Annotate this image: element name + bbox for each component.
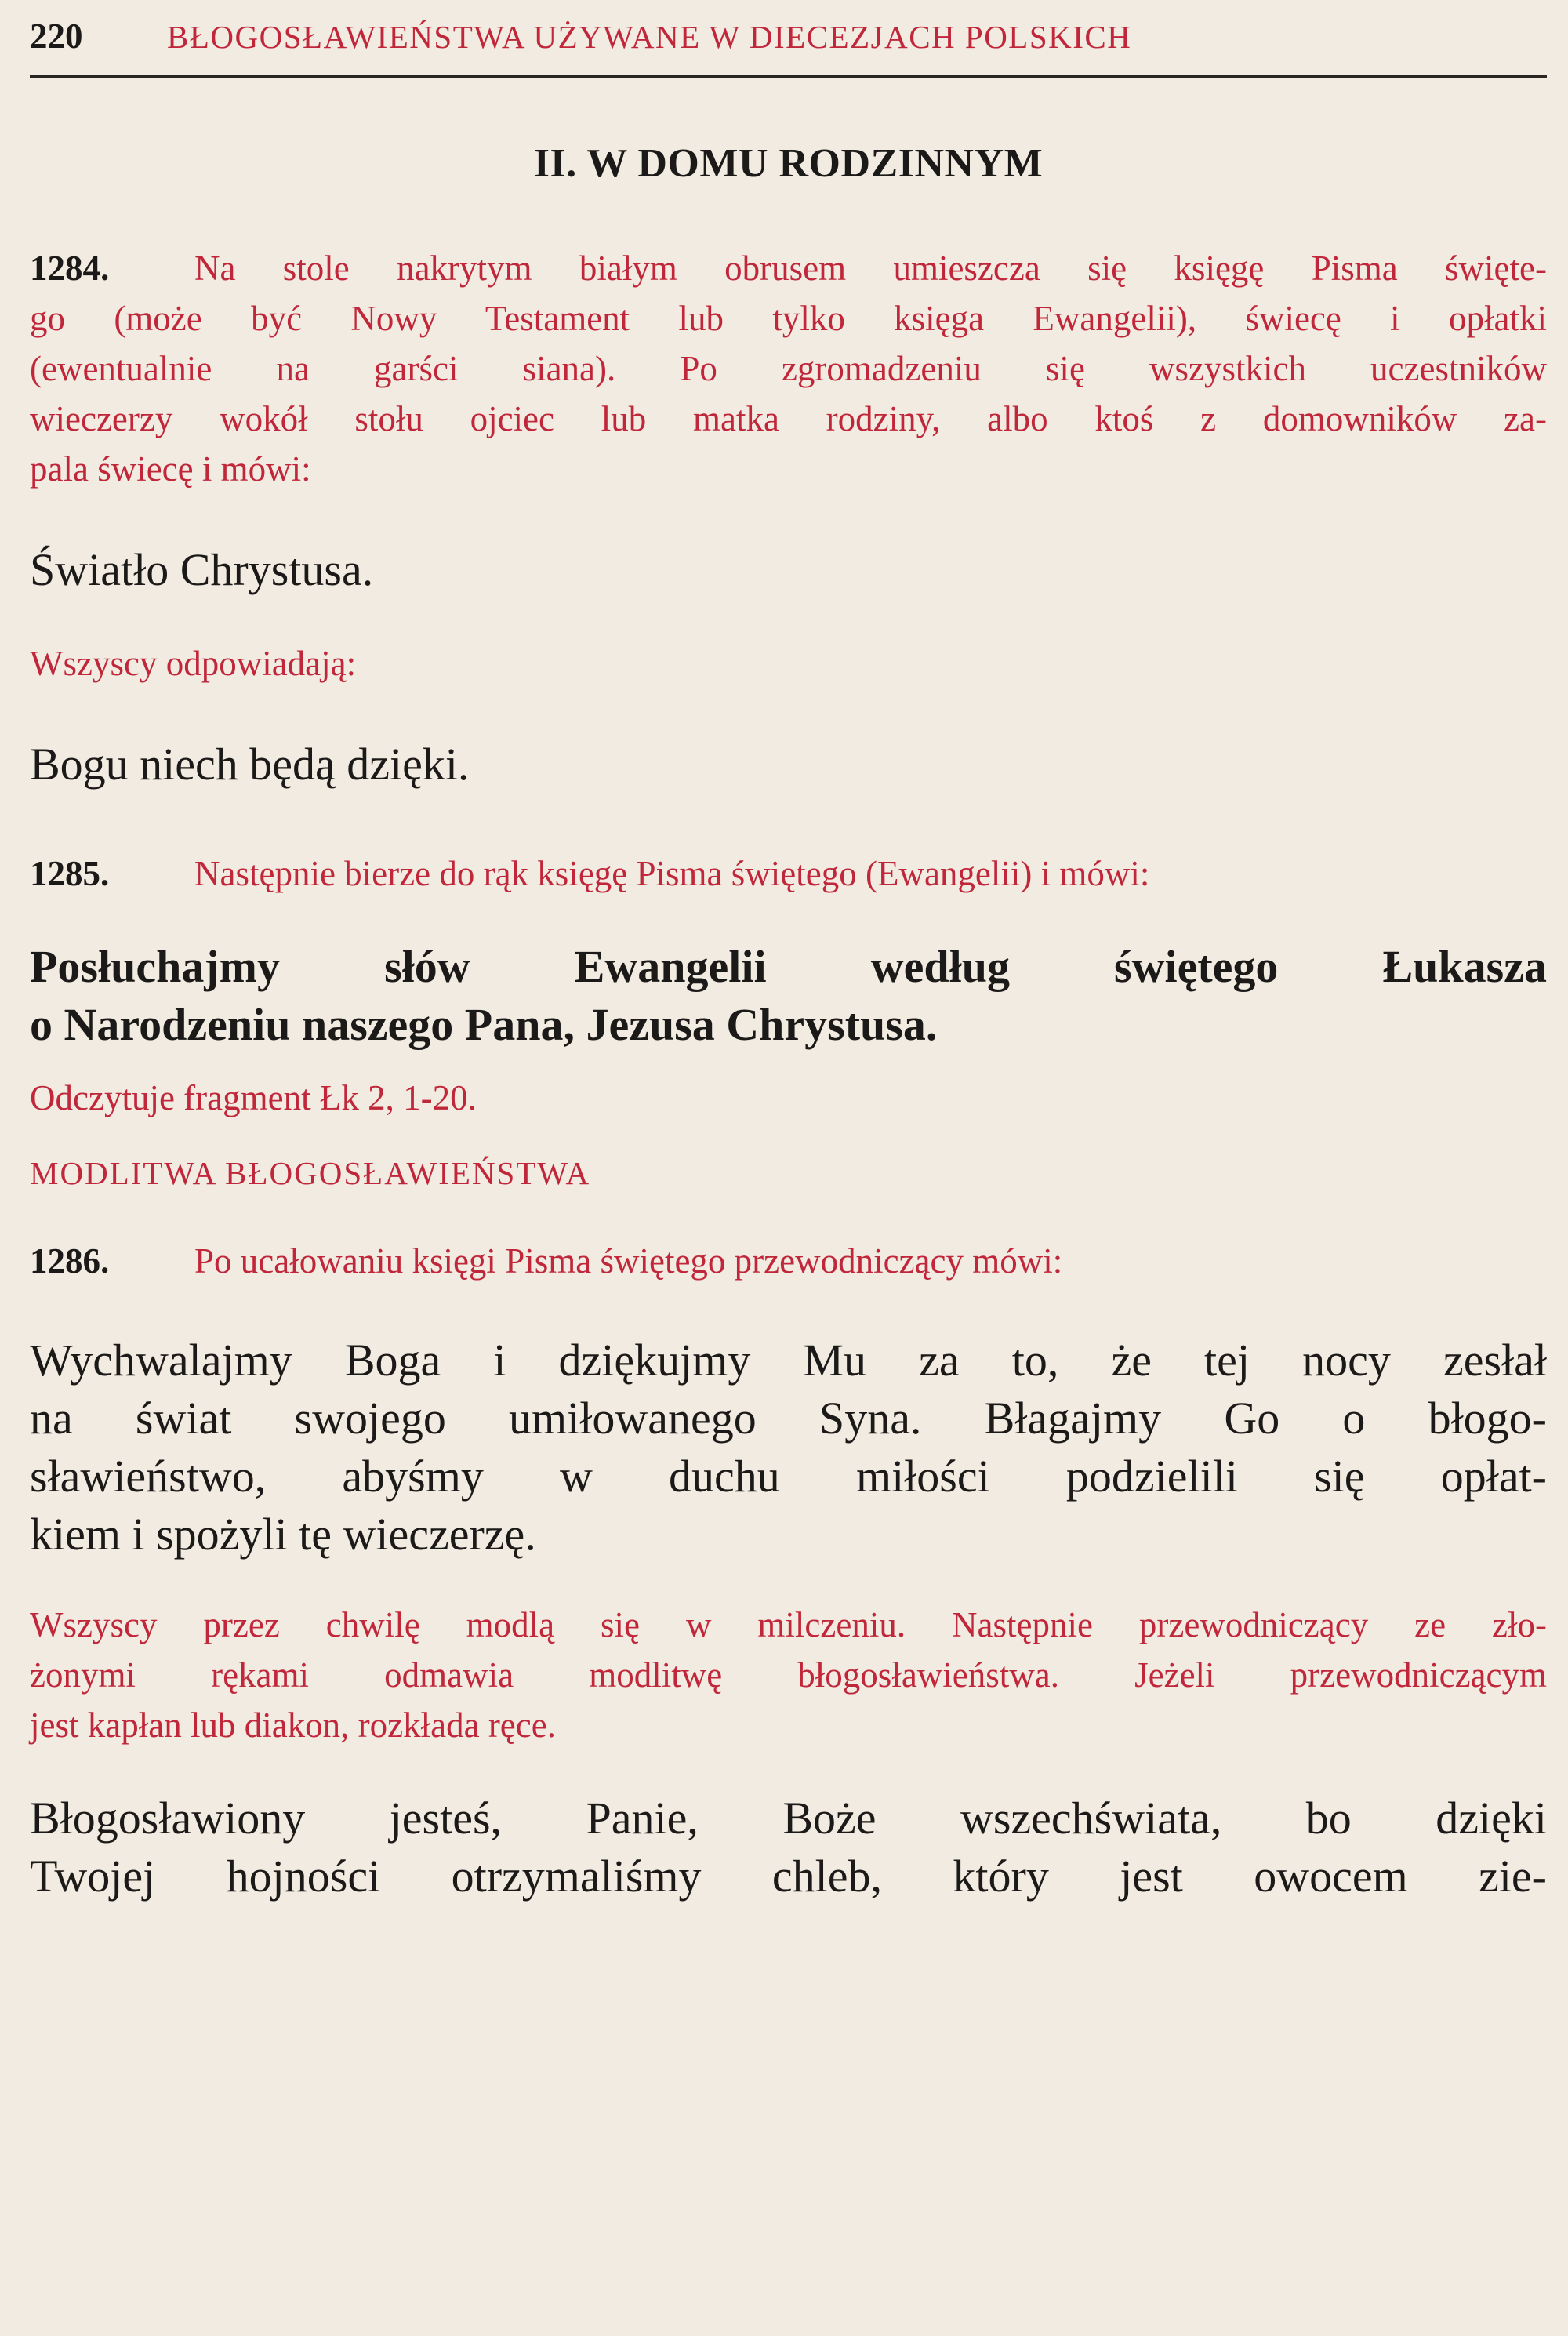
response-swiatlo: Światło Chrystusa. [30,544,374,595]
praise-line-2: na świat swojego umiłowanego Syna. Błagajmy Go o błogo- [30,1393,1547,1444]
listen-text [30,938,1547,1054]
rubric-all-respond: Wszyscy odpowiadają: [30,644,357,683]
praise-line-3: sławieństwo, abyśmy w duchu miłości podzielili się opłat- [30,1451,1547,1502]
listen-line-1: Posłuchajmy słów Ewangelii według świętego Łukasza [30,941,1547,992]
page-number: 220 [30,16,83,56]
blessed-line-1: Błogosławiony jesteś, Panie, Boże wszechświata, bo dzięki [30,1793,1547,1844]
rubric-text: Następnie bierze do rąk księgę Pisma świętego (Ewangelii) i mówi: [194,854,1150,893]
praise-text [30,1331,1547,1564]
response-bogu: Bogu niech będą dzięki. [30,739,470,790]
silent-line-2: żonymi rękami odmawia modlitwę błogosławieństwa. Jeżeli przewodniczącym [30,1655,1547,1695]
praise-line-4: kiem i spożyli tę wieczerzę. [30,1509,536,1560]
blessed-text [30,1789,1547,1905]
paragraph-number-1284: 1284. [30,249,110,288]
prayer-heading: MODLITWA BŁOGOSŁAWIEŃSTWA [30,1155,591,1191]
paragraph-1284-line-1 [30,243,1547,293]
paragraph-1285 [30,848,1547,899]
silent-line-3: jest kapłan lub diakon, rozkłada ręce. [30,1706,556,1745]
paragraph-number-1285: 1285. [30,854,110,893]
paragraph-1284-line-2: go (może być Nowy Testament lub tylko księga Ewangelii), świecę i opłatki [30,299,1547,338]
rubric-silent [30,1600,1547,1750]
paragraph-1284-line-5: pala świecę i mówi: [30,449,311,489]
listen-line-2: o Narodzeniu naszego Pana, Jezusa Chrystusa. [30,999,938,1050]
praise-line-1: Wychwalajmy Boga i dziękujmy Mu za to, że tej nocy zesłał [30,1335,1547,1386]
section-title: II. W DOMU RODZINNYM [533,141,1044,186]
book-page [30,16,1547,1905]
paragraph-1286 [30,1236,1547,1286]
silent-line-1: Wszyscy przez chwilę modlą się w milczeniu. Następnie przewodniczący ze zło- [30,1605,1547,1644]
rubric-text: Na stole nakrytym białym obrusem umieszcza się księgę Pisma święte- [194,249,1547,288]
rubric-text: Po ucałowaniu księgi Pisma świętego przewodniczący mówi: [194,1241,1063,1281]
running-head: BŁOGOSŁAWIEŃSTWA UŻYWANE W DIECEZJACH POLSKICH [167,19,1132,55]
blessed-line-2: Twojej hojności otrzymaliśmy chleb, który jest owocem zie- [30,1851,1547,1902]
paragraph-1284-line-3: (ewentualnie na garści siana). Po zgromadzeniu się wszystkich uczestników [30,349,1547,388]
paragraph-1284-line-4: wieczerzy wokół stołu ojciec lub matka rodziny, albo ktoś z domowników za- [30,399,1547,438]
page-header [30,16,1547,78]
paragraph-number-1286: 1286. [30,1241,110,1281]
rubric-reads: Odczytuje fragment Łk 2, 1-20. [30,1078,477,1117]
paragraph-1284 [30,243,1547,494]
